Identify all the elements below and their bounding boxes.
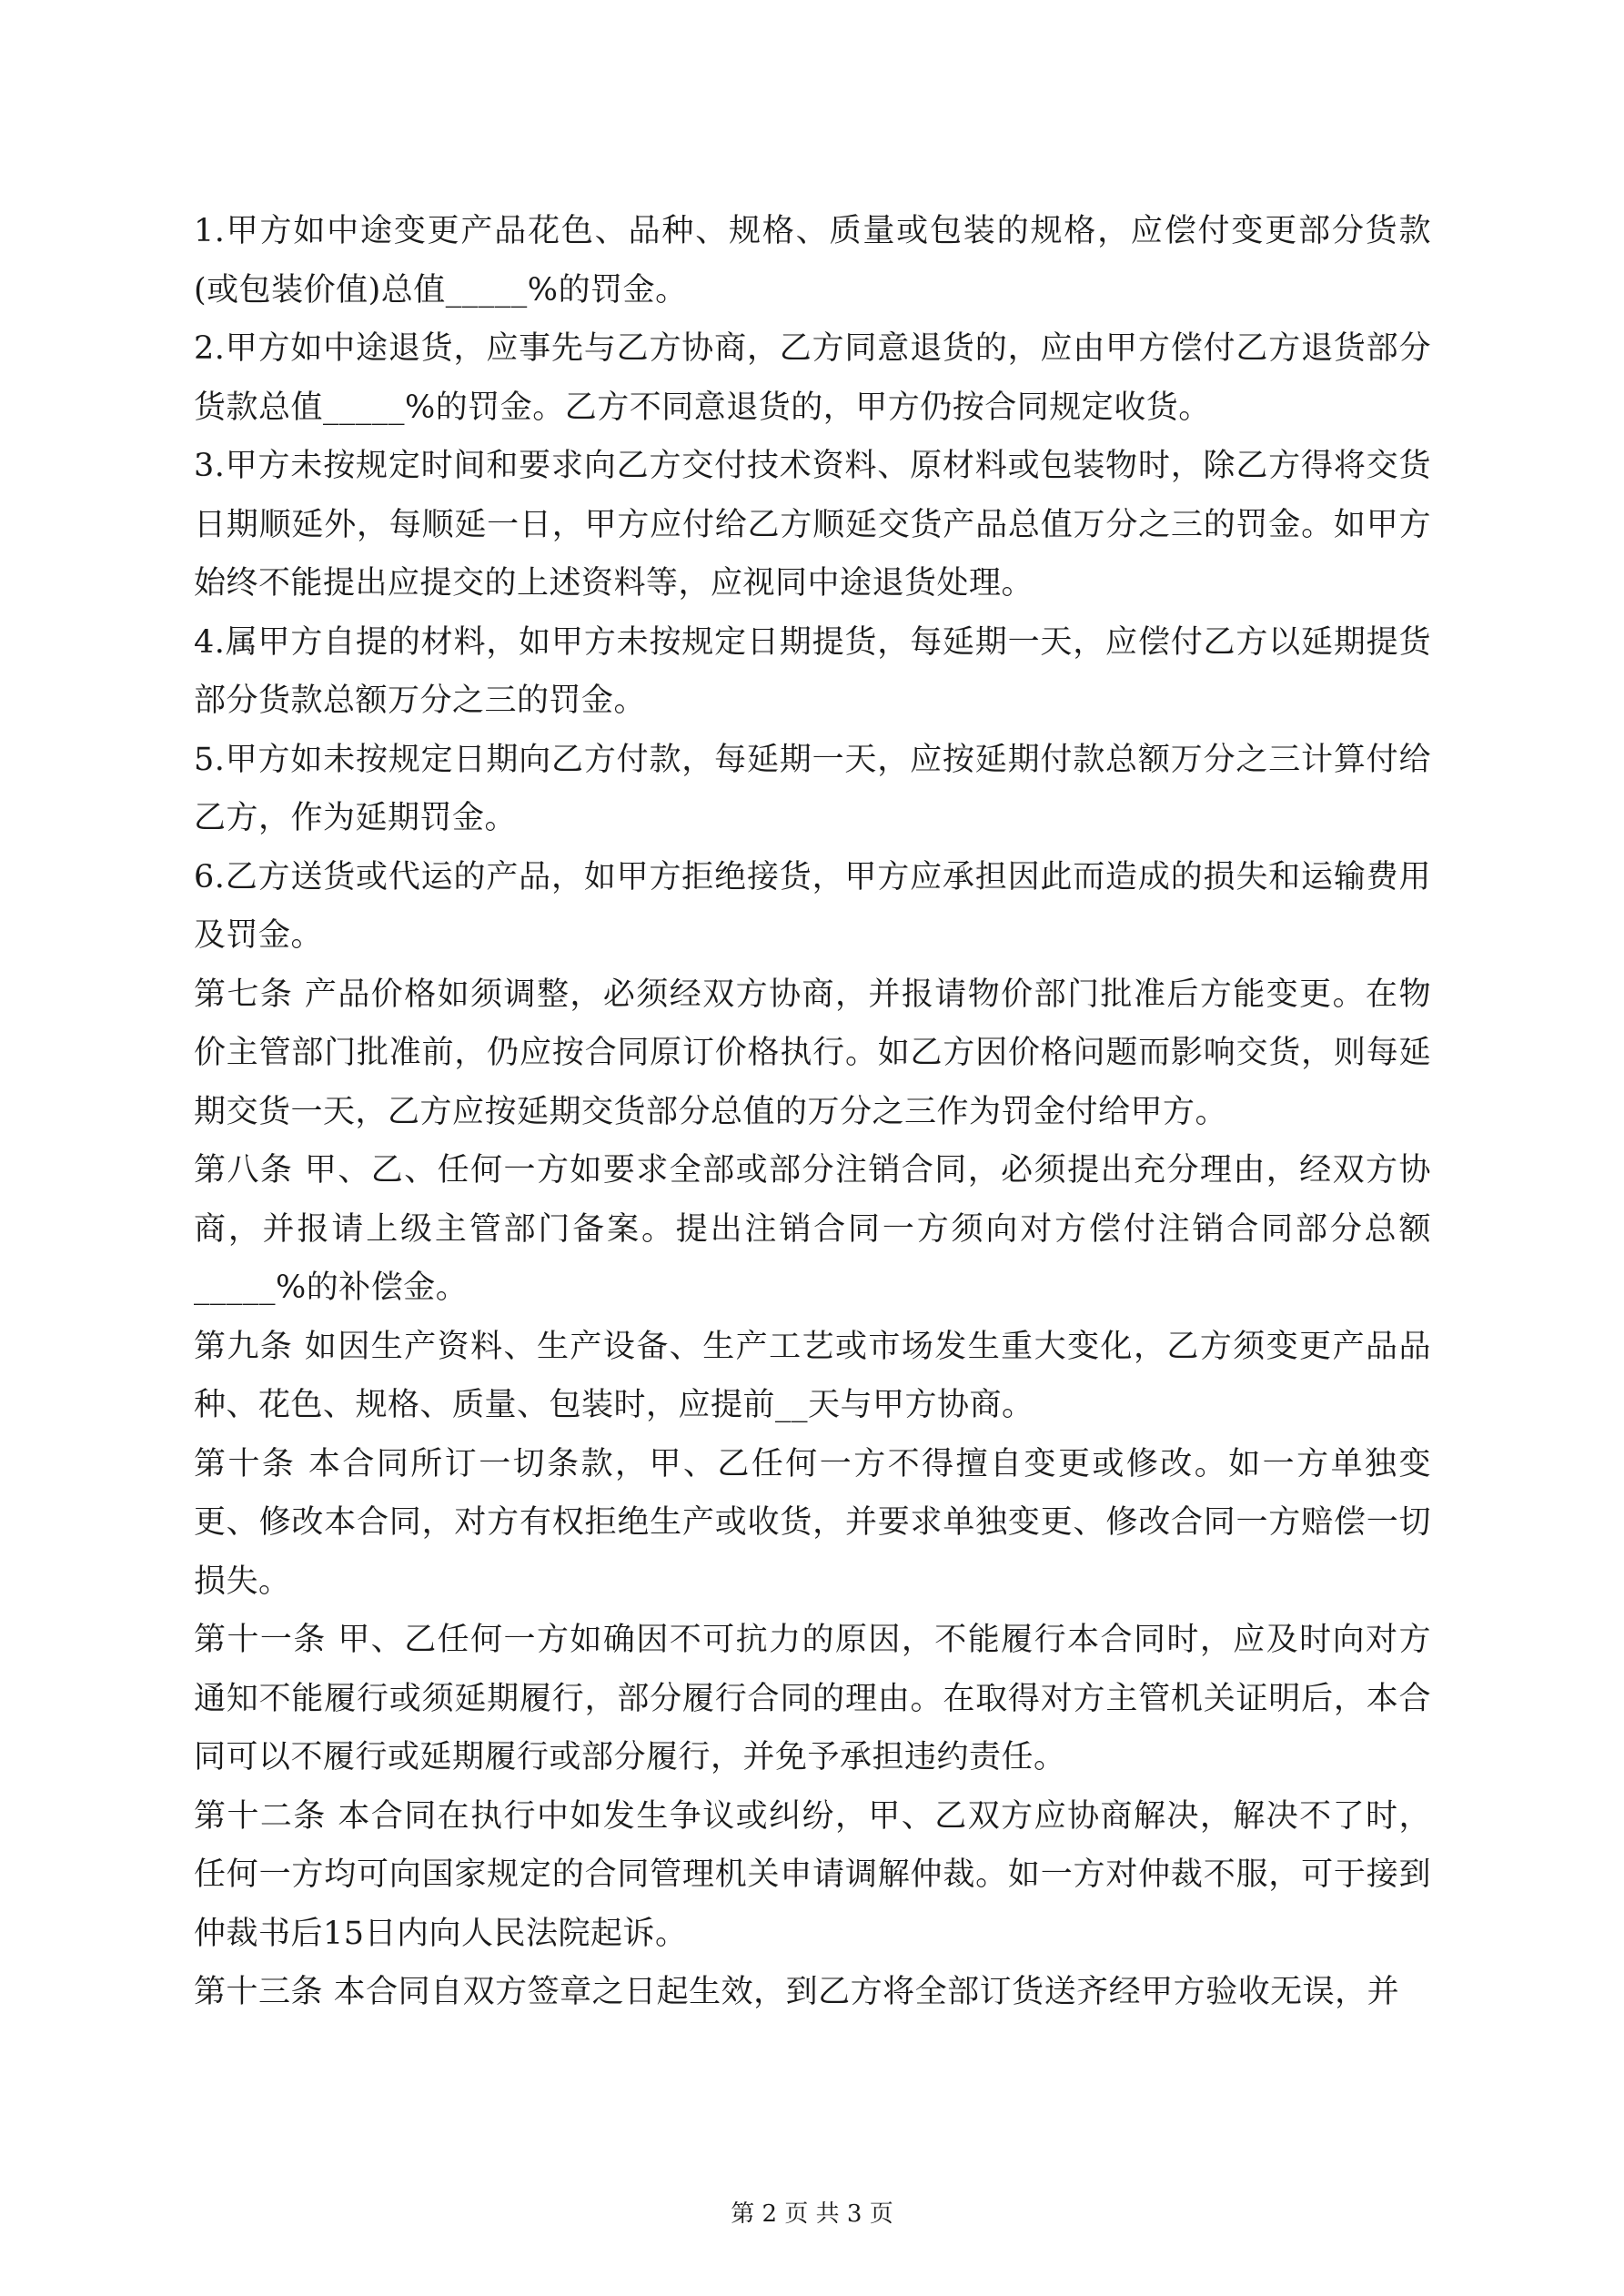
- article-12: 第十二条 本合同在执行中如发生争议或纠纷，甲、乙双方应协商解决，解决不了时，任何一方均可向国家规定的合同管理机关申请调解仲裁。如一方对仲裁不服，可于接到仲裁书后15日内向人民法院起诉。: [194, 1797, 1431, 1952]
- article-10: 第十条 本合同所订一切条款，甲、乙任何一方不得擅自变更或修改。如一方单独变更、修改本合同，对方有权拒绝生产或收货，并要求单独变更、修改合同一方赔偿一切损失。: [194, 1445, 1431, 1600]
- document-body: [194, 202, 1431, 2022]
- article-8: 第八条 甲、乙、任何一方如要求全部或部分注销合同，必须提出充分理由，经双方协商，并报请上级主管部门备案。提出注销合同一方须向对方偿付注销合同部分总额_____%的补偿金。: [194, 1152, 1431, 1306]
- article-7: 第七条 产品价格如须调整，必须经双方协商，并报请物价部门批准后方能变更。在物价主管部门批准前，仍应按合同原订价格执行。如乙方因价格问题而影响交货，则每延期交货一天，乙方应按延期交货部分总值的万分之三作为罚金付给甲方。: [194, 976, 1431, 1130]
- clause-5: 5.甲方如未按规定日期向乙方付款，每延期一天，应按延期付款总额万分之三计算付给乙方，作为延期罚金。: [194, 741, 1431, 836]
- article-11: 第十一条 甲、乙任何一方如确因不可抗力的原因，不能履行本合同时，应及时向对方通知不能履行或须延期履行，部分履行合同的理由。在取得对方主管机关证明后，本合同可以不履行或延期履行或部分履行，并免予承担违约责任。: [194, 1622, 1431, 1775]
- clause-1: 1.甲方如中途变更产品花色、品种、规格、质量或包装的规格，应偿付变更部分货款(或包装价值)总值_____%的罚金。: [194, 213, 1431, 308]
- clause-4: 4.属甲方自提的材料，如甲方未按规定日期提货，每延期一天，应偿付乙方以延期提货部分货款总额万分之三的罚金。: [194, 623, 1431, 719]
- clause-3: 3.甲方未按规定时间和要求向乙方交付技术资料、原材料或包装物时，除乙方得将交货日期顺延外，每顺延一日，甲方应付给乙方顺延交货产品总值万分之三的罚金。如甲方始终不能提出应提交的上述资料等，应视同中途退货处理。: [194, 448, 1431, 602]
- article-13: 第十三条 本合同自双方签章之日起生效，到乙方将全部订货送齐经甲方验收无误，并: [194, 1974, 1400, 2010]
- clause-2: 2.甲方如中途退货，应事先与乙方协商，乙方同意退货的，应由甲方偿付乙方退货部分货款总值_____%的罚金。乙方不同意退货的，甲方仍按合同规定收货。: [194, 330, 1431, 426]
- article-9: 第九条 如因生产资料、生产设备、生产工艺或市场发生重大变化，乙方须变更产品品种、花色、规格、质量、包装时，应提前__天与甲方协商。: [194, 1328, 1431, 1423]
- clause-6: 6.乙方送货或代运的产品，如甲方拒绝接货，甲方应承担因此而造成的损失和运输费用及罚金。: [194, 858, 1431, 954]
- page-number-footer: 第 2 页 共 3 页: [731, 2200, 893, 2228]
